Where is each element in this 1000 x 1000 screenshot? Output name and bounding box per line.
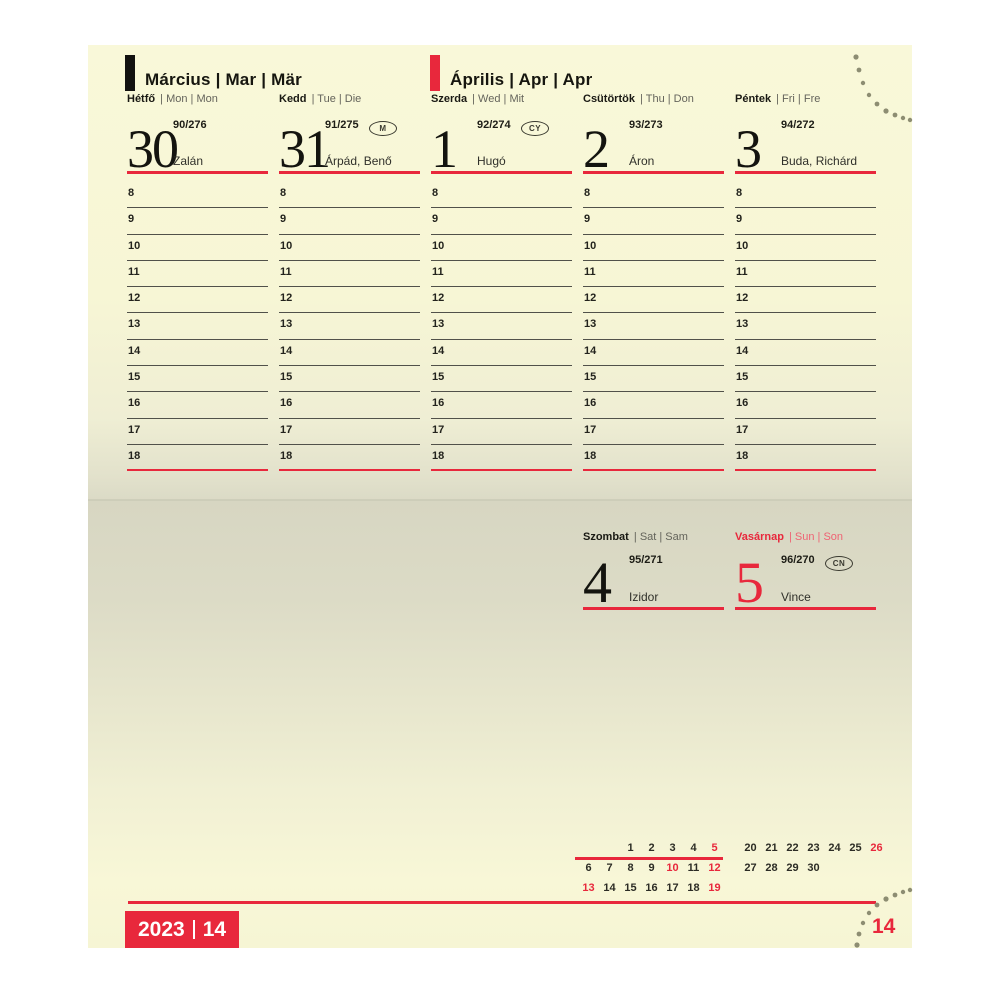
- hour-label: 17: [584, 423, 597, 436]
- hour-label: 14: [128, 344, 141, 357]
- mini-day-26[interactable]: 26: [870, 842, 883, 854]
- date-block-wednesday[interactable]: [431, 115, 572, 179]
- mini-day-27[interactable]: 27: [744, 862, 757, 874]
- weekday-name: Szerda: [431, 93, 468, 105]
- weekday-header-tuesday: [279, 93, 420, 106]
- mini-day-1[interactable]: 1: [627, 842, 634, 854]
- hour-label: 14: [432, 344, 445, 357]
- hour-label: 18: [736, 449, 749, 462]
- hour-label: 10: [128, 239, 141, 252]
- hour-row-12[interactable]: [431, 287, 572, 313]
- mini-day-empty: [803, 878, 824, 898]
- hour-label: 9: [280, 213, 287, 226]
- mini-day-18[interactable]: 18: [687, 882, 700, 894]
- mini-day-12[interactable]: 12: [708, 862, 721, 874]
- mini-day-17[interactable]: 17: [666, 882, 679, 894]
- hours-grid-tuesday: [279, 182, 420, 471]
- hour-row-17[interactable]: [583, 419, 724, 445]
- hour-label: 18: [280, 449, 293, 462]
- mini-day-empty: [761, 878, 782, 898]
- hour-row-18[interactable]: [431, 445, 572, 471]
- hour-row-16[interactable]: [735, 392, 876, 418]
- badge-divider: [193, 920, 195, 939]
- date-block-monday[interactable]: [127, 115, 268, 179]
- hour-row-17[interactable]: [279, 419, 420, 445]
- day-of-year-counter: 90/276: [173, 119, 207, 131]
- name-day: Vince: [781, 590, 811, 604]
- hour-row-8[interactable]: [735, 182, 876, 208]
- name-day: Árpád, Benő: [325, 154, 392, 168]
- mini-day-15[interactable]: 15: [624, 882, 637, 894]
- hour-label: 15: [432, 371, 445, 384]
- hour-label: 12: [584, 292, 597, 305]
- hour-row-15[interactable]: [127, 366, 268, 392]
- weekday-name: Vasárnap: [735, 531, 784, 543]
- hour-row-14[interactable]: [279, 340, 420, 366]
- mini-day-4[interactable]: 4: [690, 842, 697, 854]
- day-column-thursday: [583, 93, 724, 471]
- day-number: 5: [735, 550, 762, 615]
- mini-day-24[interactable]: 24: [828, 842, 841, 854]
- hour-row-12[interactable]: [279, 287, 420, 313]
- weekday-header-monday: [127, 93, 268, 106]
- april-label: Április | Apr | Apr: [450, 70, 593, 89]
- day-column-sunday: [735, 531, 876, 615]
- cy-badge: CY: [521, 121, 549, 136]
- mini-day-7[interactable]: 7: [606, 862, 613, 874]
- mini-day-5[interactable]: 5: [711, 842, 718, 854]
- mini-day-23[interactable]: 23: [807, 842, 820, 854]
- hour-row-15[interactable]: [583, 366, 724, 392]
- hour-row-12[interactable]: [735, 287, 876, 313]
- weekday-header-saturday: [583, 531, 724, 544]
- hour-label: 17: [432, 423, 445, 436]
- badge-year: 2023: [138, 917, 185, 941]
- name-day: Hugó: [477, 154, 506, 168]
- hour-row-15[interactable]: [735, 366, 876, 392]
- day-number: 4: [583, 550, 610, 615]
- hour-row-8[interactable]: [583, 182, 724, 208]
- mini-day-empty: [824, 878, 845, 898]
- hour-label: 11: [584, 265, 596, 278]
- mini-day-19[interactable]: 19: [708, 882, 721, 894]
- mini-day-empty: [824, 858, 845, 878]
- hour-label: 14: [736, 344, 749, 357]
- day-number: 3: [735, 119, 760, 179]
- hour-row-14[interactable]: [735, 340, 876, 366]
- hour-label: 16: [736, 397, 749, 410]
- hour-row-13[interactable]: [127, 313, 268, 339]
- calendar-page: [88, 45, 912, 948]
- hour-row-18[interactable]: [279, 445, 420, 471]
- date-block-saturday[interactable]: [583, 550, 724, 615]
- hour-label: 9: [128, 213, 135, 226]
- mini-day-2[interactable]: 2: [648, 842, 655, 854]
- hour-label: 11: [128, 265, 140, 278]
- hours-grid-wednesday: [431, 182, 572, 471]
- hour-row-18[interactable]: [735, 445, 876, 471]
- mini-day-22[interactable]: 22: [786, 842, 799, 854]
- weekday-name: Csütörtök: [583, 93, 635, 105]
- hour-label: 17: [280, 423, 293, 436]
- weekday-translations: | Sun | Son: [788, 531, 844, 543]
- mini-day-empty: [782, 878, 803, 898]
- mini-day-10[interactable]: 10: [666, 862, 679, 874]
- mini-day-9[interactable]: 9: [648, 862, 655, 874]
- mini-day-13[interactable]: 13: [582, 882, 595, 894]
- hour-label: 18: [128, 449, 141, 462]
- hour-row-15[interactable]: [431, 366, 572, 392]
- hour-row-13[interactable]: [735, 313, 876, 339]
- hour-label: 17: [736, 423, 749, 436]
- mini-day-28[interactable]: 28: [765, 862, 778, 874]
- day-number: 30: [127, 119, 177, 179]
- april-color-bar: [430, 55, 440, 91]
- hour-label: 16: [432, 397, 445, 410]
- day-of-year-counter: 92/274: [477, 119, 511, 131]
- hour-row-14[interactable]: [127, 340, 268, 366]
- weekday-name: Szombat: [583, 531, 629, 543]
- day-of-year-counter: 95/271: [629, 554, 663, 566]
- hour-row-16[interactable]: [583, 392, 724, 418]
- hour-row-10[interactable]: [279, 235, 420, 261]
- hour-label: 8: [584, 187, 591, 199]
- mini-day-8[interactable]: 8: [627, 862, 634, 874]
- day-of-year-counter: 93/273: [629, 119, 663, 131]
- hour-label: 14: [584, 344, 597, 357]
- hour-label: 15: [584, 371, 597, 384]
- march-label: Március | Mar | Mär: [145, 70, 302, 89]
- hour-label: 12: [280, 292, 293, 305]
- name-day: Izidor: [629, 590, 659, 604]
- month-title-march: [125, 55, 302, 91]
- weekday-translations: | Sat | Sam: [633, 531, 688, 543]
- hour-row-14[interactable]: [431, 340, 572, 366]
- weekday-name: Kedd: [279, 93, 307, 105]
- day-column-saturday: [583, 531, 724, 615]
- hour-row-8[interactable]: [279, 182, 420, 208]
- hour-row-12[interactable]: [127, 287, 268, 313]
- day-number: 1: [431, 119, 456, 179]
- mini-day-21[interactable]: 21: [765, 842, 778, 854]
- mini-day-empty: [578, 838, 599, 858]
- hour-label: 11: [432, 265, 444, 278]
- hour-row-12[interactable]: [583, 287, 724, 313]
- hour-row-11[interactable]: [279, 261, 420, 287]
- day-number: 2: [583, 119, 608, 179]
- hour-label: 12: [128, 292, 141, 305]
- mini-day-29[interactable]: 29: [786, 862, 799, 874]
- footer-rule-line: [128, 901, 876, 904]
- hour-label: 8: [736, 187, 743, 199]
- hour-label: 12: [432, 292, 445, 305]
- hour-label: 13: [584, 318, 597, 331]
- day-of-year-counter: 96/270: [781, 554, 815, 566]
- hour-row-8[interactable]: [127, 182, 268, 208]
- weekday-header-thursday: [583, 93, 724, 106]
- hour-label: 11: [736, 265, 748, 278]
- hour-label: 10: [432, 239, 445, 252]
- hour-label: 10: [280, 239, 293, 252]
- weekday-translations: | Fri | Fre: [776, 93, 821, 105]
- page-number: 14: [872, 915, 896, 938]
- hour-label: 13: [280, 318, 293, 331]
- hours-grid-thursday: [583, 182, 724, 471]
- hour-label: 13: [432, 318, 445, 331]
- mini-day-empty: [740, 878, 761, 898]
- hour-row-17[interactable]: [127, 419, 268, 445]
- hour-row-16[interactable]: [431, 392, 572, 418]
- hour-row-18[interactable]: [583, 445, 724, 471]
- hour-label: 9: [584, 213, 591, 226]
- hour-label: 15: [128, 371, 141, 384]
- hour-row-17[interactable]: [431, 419, 572, 445]
- mini-calendar-divider-line: [575, 857, 723, 860]
- mini-day-30[interactable]: 30: [807, 862, 820, 874]
- mini-day-3[interactable]: 3: [669, 842, 676, 854]
- weekday-translations: | Wed | Mit: [472, 93, 525, 105]
- name-day: Áron: [629, 154, 655, 168]
- weekday-translations: | Tue | Die: [311, 93, 362, 105]
- weekday-name: Péntek: [735, 93, 772, 105]
- hour-row-10[interactable]: [583, 235, 724, 261]
- hour-label: 16: [280, 397, 293, 410]
- hour-row-10[interactable]: [127, 235, 268, 261]
- hour-row-9[interactable]: [735, 208, 876, 234]
- weekday-name: Hétfő: [127, 93, 156, 105]
- hour-label: 14: [280, 344, 293, 357]
- hour-row-17[interactable]: [735, 419, 876, 445]
- hour-row-18[interactable]: [127, 445, 268, 471]
- hour-row-15[interactable]: [279, 366, 420, 392]
- day-of-year-counter: 91/275: [325, 119, 359, 131]
- mini-day-empty: [599, 838, 620, 858]
- hours-grid-monday: [127, 182, 268, 471]
- weekday-header-sunday: [735, 531, 876, 544]
- hour-row-13[interactable]: [583, 313, 724, 339]
- year-week-badge: [125, 911, 239, 948]
- hour-label: 17: [128, 423, 141, 436]
- weekday-translations: | Thu | Don: [640, 93, 694, 105]
- mini-calendar-left-block: [578, 838, 725, 898]
- mini-day-25[interactable]: 25: [849, 842, 862, 854]
- day-column-monday: [127, 93, 268, 471]
- name-day: Buda, Richárd: [781, 154, 858, 168]
- hour-label: 16: [128, 397, 141, 410]
- hour-row-11[interactable]: [583, 261, 724, 287]
- mini-day-empty: [866, 858, 887, 878]
- hour-row-14[interactable]: [583, 340, 724, 366]
- hour-label: 13: [736, 318, 749, 331]
- badge-week: 14: [202, 917, 227, 941]
- hour-label: 8: [128, 187, 135, 199]
- hour-row-9[interactable]: [583, 208, 724, 234]
- hour-row-16[interactable]: [279, 392, 420, 418]
- hour-label: 15: [736, 371, 749, 384]
- hour-label: 15: [280, 371, 293, 384]
- hour-label: 13: [128, 318, 141, 331]
- hour-label: 12: [736, 292, 749, 305]
- hours-grid-friday: [735, 182, 876, 471]
- hour-label: 18: [432, 449, 445, 462]
- mini-day-empty: [845, 858, 866, 878]
- page-fold-seam: [88, 499, 912, 501]
- hour-label: 9: [736, 213, 743, 226]
- hour-label: 11: [280, 265, 292, 278]
- hour-row-11[interactable]: [431, 261, 572, 287]
- day-column-friday: [735, 93, 876, 471]
- date-block-thursday[interactable]: [583, 115, 724, 179]
- mini-day-11[interactable]: 11: [687, 862, 700, 874]
- march-color-bar: [125, 55, 135, 91]
- hour-label: 8: [280, 187, 287, 199]
- hour-label: 10: [736, 239, 749, 252]
- cn-badge: CN: [825, 556, 853, 571]
- weekday-header-wednesday: [431, 93, 572, 106]
- mini-day-20[interactable]: 20: [744, 842, 757, 854]
- name-day: Zalán: [173, 154, 204, 168]
- hour-row-10[interactable]: [735, 235, 876, 261]
- hour-row-13[interactable]: [431, 313, 572, 339]
- hour-row-16[interactable]: [127, 392, 268, 418]
- corner-dots-top-right: [846, 51, 914, 125]
- hour-row-11[interactable]: [735, 261, 876, 287]
- day-column-tuesday: [279, 93, 420, 471]
- hour-row-11[interactable]: [127, 261, 268, 287]
- weekday-translations: | Mon | Mon: [160, 93, 218, 105]
- day-of-year-counter: 94/272: [781, 119, 815, 131]
- mini-day-16[interactable]: 16: [645, 882, 658, 894]
- corner-dots-bottom-right: [846, 883, 914, 949]
- hour-row-13[interactable]: [279, 313, 420, 339]
- hour-label: 18: [584, 449, 597, 462]
- hour-row-8[interactable]: [431, 182, 572, 208]
- moon-phase-badge: M: [369, 121, 397, 136]
- hour-label: 9: [432, 213, 439, 226]
- mini-day-14[interactable]: 14: [603, 882, 616, 894]
- date-block-tuesday[interactable]: [279, 115, 420, 179]
- hour-row-9[interactable]: [279, 208, 420, 234]
- date-block-sunday[interactable]: [735, 550, 876, 615]
- hour-label: 10: [584, 239, 597, 252]
- hour-label: 16: [584, 397, 597, 410]
- hour-row-9[interactable]: [127, 208, 268, 234]
- hour-row-9[interactable]: [431, 208, 572, 234]
- day-column-wednesday: [431, 93, 572, 471]
- month-title-april: [430, 55, 592, 91]
- hour-row-10[interactable]: [431, 235, 572, 261]
- hour-label: 8: [432, 187, 439, 199]
- day-number: 31: [279, 119, 329, 179]
- mini-day-6[interactable]: 6: [585, 862, 592, 874]
